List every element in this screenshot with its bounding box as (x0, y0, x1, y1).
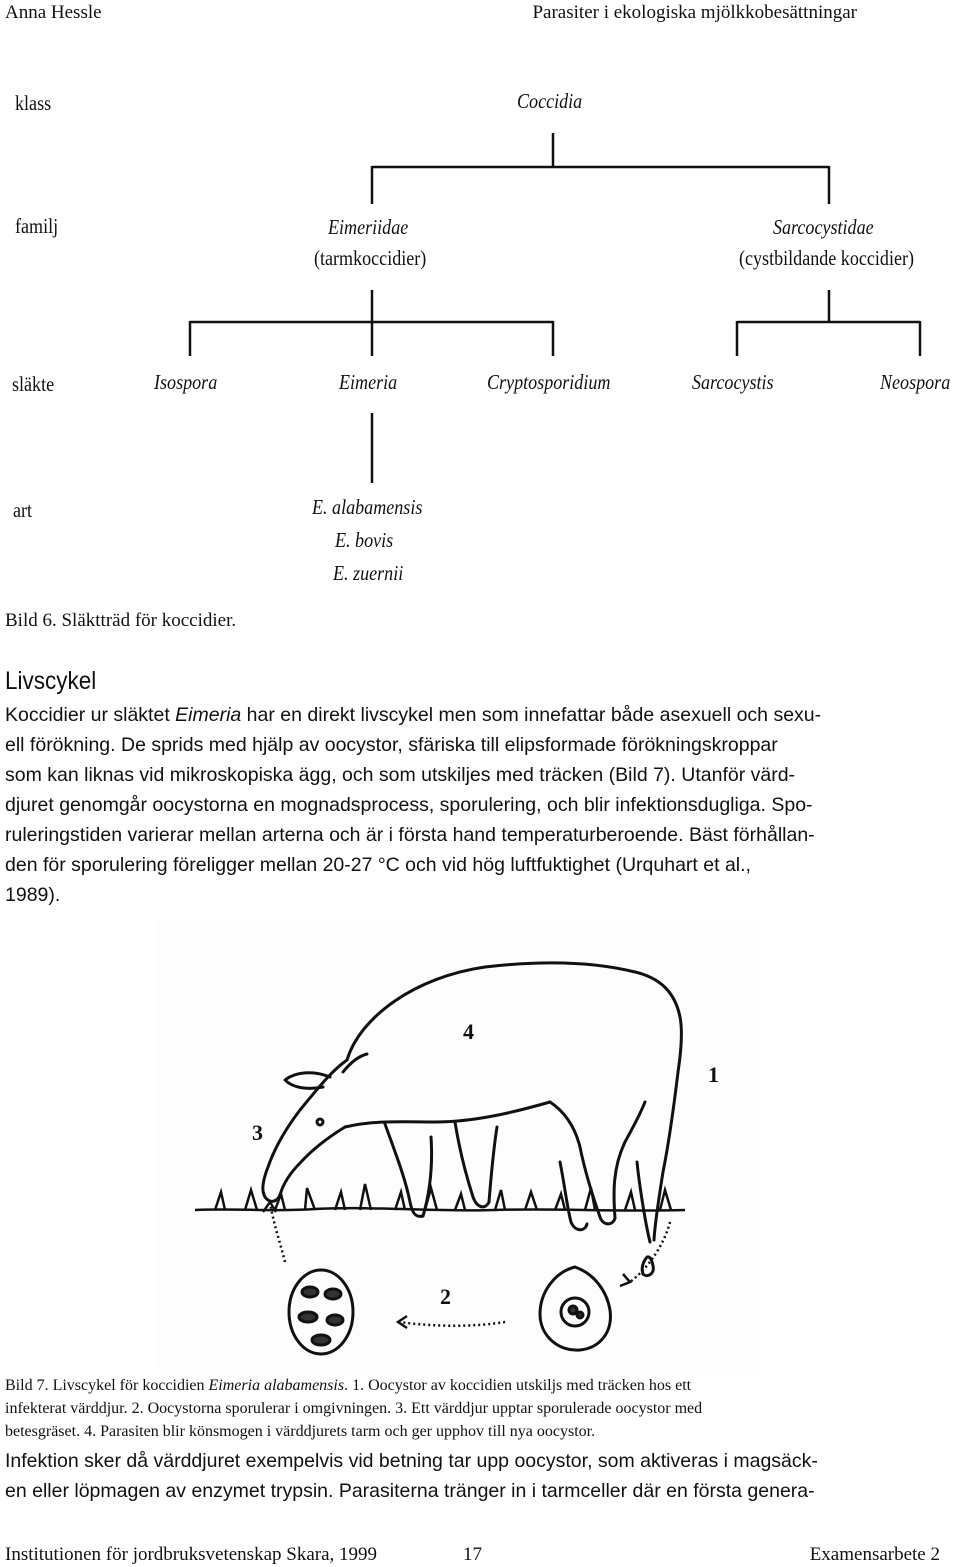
footer-doc-type: Examensarbete 2 (809, 1544, 940, 1565)
tree-connector-lines (0, 0, 960, 600)
family-sarcocystidae: Sarcocystidae (773, 215, 874, 239)
paragraph-infektion (5, 1446, 935, 1506)
family-sarcocystidae-note: (cystbildande koccidier) (739, 246, 915, 270)
figure-label-1: 1 (708, 1062, 719, 1087)
paragraph-line: ell förökning. De sprids med hjälp av oocystor, sfäriska till elipsformade förökningskroppar (5, 734, 778, 756)
genus-neospora: Neospora (880, 370, 951, 394)
figure-label-2: 2 (440, 1284, 451, 1309)
footer-page-number: 17 (463, 1544, 482, 1565)
caption-line: betesgräset. 4. Parasiten blir könsmogen i värddjurets tarm och ger upphov till nya oocystor. (5, 1423, 596, 1440)
figure-bild-7 (155, 922, 761, 1370)
genus-name-italic: Eimeria (175, 704, 242, 726)
paragraph-line: den för sporulering föreligger mellan 20-27 °C och vid hög luftfuktighet (Urquhart et al., (5, 854, 751, 876)
family-eimeriidae-note: (tarmkoccidier) (314, 246, 427, 270)
family-eimeriidae: Eimeriidae (328, 215, 409, 239)
footer-institution: Institutionen för jordbruksvetenskap Skara, 1999 (5, 1544, 378, 1565)
genus-eimeria: Eimeria (339, 370, 398, 394)
species-zuernii: E. zuernii (333, 561, 404, 585)
rank-label-slakte: släkte (12, 372, 55, 396)
paragraph-line: 1989). (5, 884, 61, 906)
section-title: Livscykel (5, 667, 97, 695)
paragraph-line (5, 700, 935, 730)
header-title: Parasiter i ekologiska mjölkkobesättningar (532, 2, 857, 23)
caption-line (5, 1374, 940, 1397)
figure-label-3: 3 (252, 1120, 263, 1145)
text-segment: Koccidier ur släktet (5, 704, 176, 726)
paragraph-line: ruleringstiden varierar mellan arterna och är i första hand temperaturberoende. Bäst förhållan- (5, 824, 815, 846)
text-segment: . 1. Oocystor av koccidien utskiljs med träcken hos ett (344, 1377, 692, 1394)
rank-label-familj: familj (15, 214, 59, 238)
caption-bild-6: Bild 6. Släktträd för koccidier. (5, 610, 237, 631)
species-alabamensis: E. alabamensis (312, 495, 423, 519)
genus-sarcocystis: Sarcocystis (692, 370, 774, 394)
rank-label-art: art (13, 498, 33, 522)
text-segment: har en direkt livscykel men som innefattar både asexuell och sexu- (241, 704, 822, 726)
species-bovis: E. bovis (335, 528, 394, 552)
genus-cryptosporidium: Cryptosporidium (487, 370, 611, 394)
figure-label-4: 4 (463, 1019, 474, 1044)
caption-line: infekterat värddjur. 2. Oocystorna sporulerar i omgivningen. 3. Ett värddjur upptar sporulerade oocystor med (5, 1400, 703, 1417)
genus-isospora: Isospora (154, 370, 218, 394)
rank-label-klass: klass (15, 91, 52, 115)
paragraph-line: Infektion sker då värddjuret exempelvis vid betning tar upp oocystor, som aktiveras i magsäck- (5, 1450, 818, 1472)
paragraph-line: en eller löpmagen av enzymet trypsin. Parasiterna tränger in i tarmceller där en första genera- (5, 1480, 815, 1502)
header-author: Anna Hessle (5, 2, 102, 23)
paragraph-livscykel (5, 700, 935, 910)
caption-bild-7 (5, 1374, 940, 1443)
text-segment: Bild 7. Livscykel för koccidien (5, 1377, 209, 1394)
species-name-italic: Eimeria alabamensis (208, 1377, 345, 1394)
cow-lifecycle-drawing (155, 922, 761, 1370)
paragraph-line: djuret genomgår oocystorna en mognadsprocess, sporulering, och blir infektionsdugliga. Spo- (5, 794, 813, 816)
class-coccidia: Coccidia (517, 89, 583, 113)
paragraph-line: som kan liknas vid mikroskopiska ägg, och som utskiljes med träcken (Bild 7). Utanför värd- (5, 764, 796, 786)
